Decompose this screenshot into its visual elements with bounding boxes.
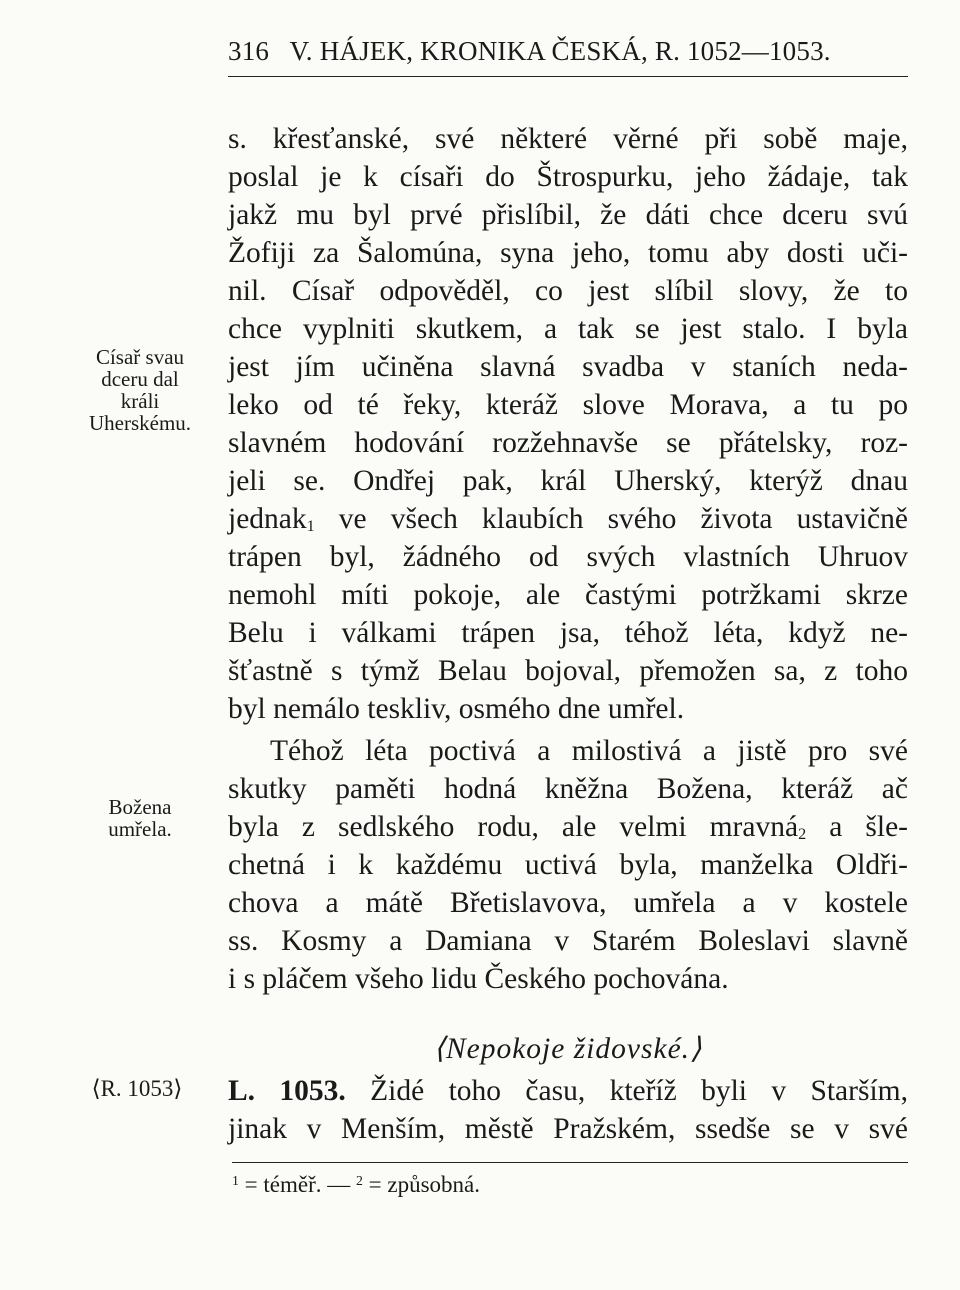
body-line: byl nemálo teskliv, osmého dne umřel. — [228, 693, 685, 725]
body-line: skutky paměti hodná kněžna Božena, kteráž ač — [228, 773, 908, 805]
footnote-mark: 1 — [306, 517, 315, 536]
body-line: leko od té řeky, kteráž slove Morava, a tu po — [228, 389, 908, 421]
footnote-text: = téměř. — — [238, 1171, 356, 1197]
footnote-mark: 2 — [355, 1173, 363, 1188]
margin-note-bozena — [70, 796, 210, 840]
header-rule — [228, 76, 908, 77]
footnote-mark: 1 — [232, 1173, 239, 1188]
body-line-tail: a šle- — [806, 811, 908, 843]
running-header — [228, 36, 908, 67]
body-line: chetná i k každému uctivá byla, manželka Oldři- — [228, 849, 908, 881]
footnote-rule — [232, 1162, 908, 1163]
body-line: chce vyplniti skutkem, a tak se jest stalo. I byla — [228, 313, 908, 345]
body-line: s. křesťanské, své některé věrné při sobě maje, — [228, 123, 908, 155]
body-line: slavném hodování rozžehnavše se přátelsky, roz- — [228, 427, 908, 459]
body-line-head: jednak — [228, 503, 307, 535]
margin-note-year: ⟨R. 1053⟩ — [91, 1076, 183, 1101]
margin-note-line: umřela. — [108, 817, 172, 841]
footnote — [232, 1166, 480, 1200]
body-line: Téhož léta poctivá a milostivá a jistě pro své — [270, 735, 908, 767]
body-line-head: byla z sedlského rodu, ale velmi mravná — [228, 811, 799, 843]
body-line: Belu i válkami trápen jsa, téhož léta, když ne- — [228, 617, 908, 649]
body-line: jakž mu byl prvé přislíbil, že dáti chce dceru svú — [228, 199, 908, 231]
margin-note-daughter — [70, 346, 210, 434]
body-line: i s pláčem všeho lidu Českého pochována. — [228, 963, 729, 995]
body-line: šťastně s týmž Belau bojoval, přemožen sa, z toho — [228, 655, 908, 687]
body-line: poslal je k císaři do Štrospurku, jeho žádaje, tak — [228, 161, 908, 193]
body-line: ss. Kosmy a Damiana v Starém Boleslavi slavně — [228, 925, 908, 957]
margin-note-line: Císař svau — [95, 345, 185, 369]
footnote-text: = způsobná. — [362, 1171, 480, 1197]
body-line: jeli se. Ondřej pak, král Uherský, kterýž dnau — [228, 465, 908, 497]
running-title: V. HÁJEK, KRONIKA ČESKÁ, R. 1052—1053. — [289, 36, 831, 66]
body-line: nil. Císař odpověděl, co jest slíbil slovy, že to — [228, 275, 908, 307]
section-line: jinak v Menším, městě Pražském, ssedše se v své — [228, 1113, 908, 1145]
body-line: trápen byl, žádného od svých vlastních Uhruov — [228, 541, 908, 573]
body-line: chova a mátě Břetislavova, umřela a v kostele — [228, 887, 908, 919]
margin-note-line: Uherskému. — [88, 411, 192, 435]
year-lead: L. 1053. — [228, 1075, 346, 1107]
body-line: jest jím učiněna slavná svadba v staních neda- — [228, 351, 908, 383]
section-line-text: Židé toho času, kteříž byli v Starším, — [345, 1075, 908, 1107]
margin-note-line: Božena — [108, 795, 172, 819]
margin-note-line: králi — [120, 389, 160, 413]
page-number: 316 — [228, 36, 270, 66]
body-line-tail: ve všech klaubích svého života ustavičně — [314, 503, 908, 535]
body-line: Žofiji za Šalomúna, syna jeho, tomu aby dosti uči- — [228, 237, 908, 269]
footnote-mark: 2 — [798, 825, 807, 844]
section-heading: ⟨Nepokoje židovské.⟩ — [433, 1033, 703, 1065]
body-line: nemohl míti pokoje, ale častými potržkami skrze — [228, 579, 908, 611]
section-line — [228, 1072, 908, 1110]
margin-note-line: dceru dal — [101, 367, 179, 391]
